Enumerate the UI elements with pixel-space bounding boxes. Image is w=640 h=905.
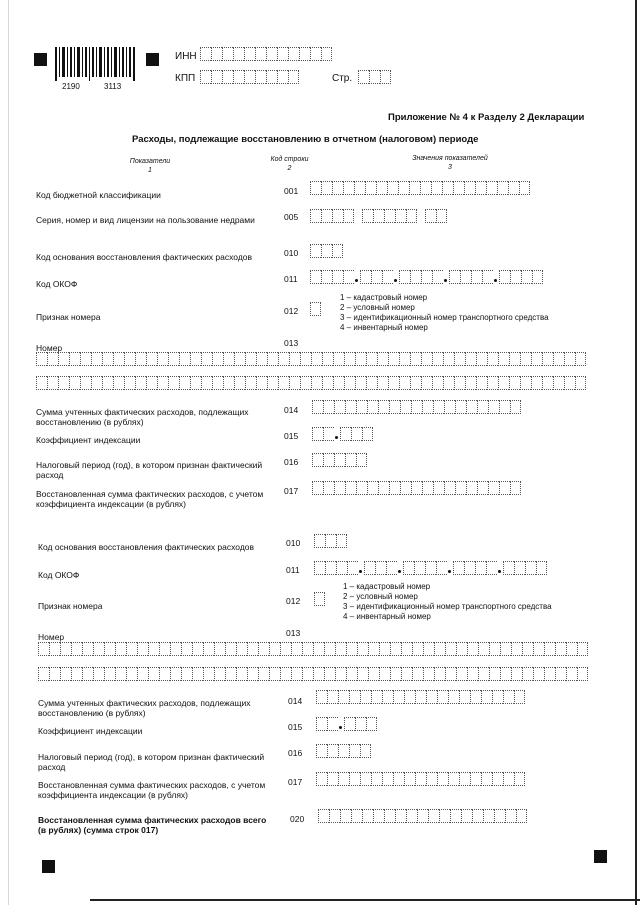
b1-number-label: Номер [36,343,63,353]
b2-sign-options: 1 – кадастровый номер 2 – условный номер 3 – идентификационный номер транспортного средства 4 – инвентарный номер [343,582,552,621]
b1-coef-label: Коэффициент индексации [36,435,141,445]
b2-period-label: Налоговый период (год), в котором признан фактический расход [38,752,265,772]
b2-restored-cells[interactable] [316,772,525,786]
b2-restored-code: 017 [288,777,303,787]
barcode-number-right: 3113 [104,82,122,91]
b1-period-code: 016 [284,457,299,467]
b2-sign-label: Признак номера [38,601,103,611]
b1-restored-cells[interactable] [312,481,521,495]
b2-number-code: 013 [286,628,301,638]
b2-period-code: 016 [288,748,303,758]
total-cells[interactable] [318,809,527,823]
b1-number-code: 013 [284,338,299,348]
kpp-label: КПП [175,73,196,84]
barcode-number-left: 2190 [62,82,80,91]
b1-sign-code: 012 [284,306,299,316]
total-label: Восстановленная сумма фактических расходов всего (в рублях) (сумма строк 017) [38,815,267,835]
alignment-marker-bottom-right [594,850,607,863]
inn-cells[interactable] [200,47,332,61]
form-title: Расходы, подлежащие восстановлению в отчетном (налоговом) периоде [132,134,479,145]
b1-okof-cells[interactable] [310,270,543,284]
row-license-label: Серия, номер и вид лицензии на пользование недрами [36,215,255,225]
b2-number-cells-line2[interactable] [38,667,588,681]
page-edge-bottom [90,899,640,901]
b2-sign-code: 012 [286,596,301,606]
b1-coef-cells[interactable] [312,427,373,441]
b2-sum-cells[interactable] [316,690,525,704]
appendix-title: Приложение № 4 к Разделу 2 Декларации [388,112,585,123]
b1-restored-code: 017 [284,486,299,496]
b2-okof-code: 011 [286,565,300,575]
b1-coef-code: 015 [284,431,299,441]
alignment-marker-bottom-left [42,860,55,873]
barcode [55,47,135,81]
b2-basis-cells[interactable] [314,534,347,548]
column-header-1: Показатели 1 [129,158,171,174]
page-label: Стр. [332,73,353,84]
b1-sign-cell[interactable] [310,302,321,316]
b1-okof-code: 011 [284,274,298,284]
b2-coef-cells[interactable] [316,717,377,731]
row-kbk-code: 001 [284,186,299,196]
b1-period-cells[interactable] [312,453,367,467]
b2-number-cells-line1[interactable] [38,642,588,656]
b2-sum-label: Сумма учтенных фактических расходов, подлежащих восстановлению (в рублях) [38,698,251,718]
b2-basis-code: 010 [286,538,301,548]
inn-label: ИНН [175,51,197,62]
b1-number-cells-line2[interactable] [36,376,586,390]
b1-basis-code: 010 [284,248,299,258]
alignment-marker-top-center [146,53,159,66]
b1-okof-label: Код ОКОФ [36,279,78,289]
b1-sum-code: 014 [284,405,299,415]
license-type-cells[interactable] [425,209,447,223]
license-number-cells[interactable] [362,209,417,223]
b1-basis-cells[interactable] [310,244,343,258]
row-license-code: 005 [284,212,299,222]
page-edge-right [635,0,637,905]
page-edge-left [8,0,9,905]
b1-basis-label: Код основания восстановления фактических расходов [36,252,253,262]
b2-number-label: Номер [38,632,65,642]
alignment-marker-top-left [34,53,47,66]
b1-sum-cells[interactable] [312,400,521,414]
b2-okof-label: Код ОКОФ [38,570,80,580]
license-series-cells[interactable] [310,209,354,223]
b2-okof-cells[interactable] [314,561,547,575]
column-header-2: Код строки 2 [270,156,309,172]
b2-basis-label: Код основания восстановления фактических расходов [38,542,255,552]
column-header-3: Значения показателей 3 [412,155,488,171]
b2-period-cells[interactable] [316,744,371,758]
b2-sign-cell[interactable] [314,592,325,606]
row-kbk-label: Код бюджетной классификации [36,190,161,200]
page-number-cells[interactable] [358,70,391,84]
b2-restored-label: Восстановленная сумма фактических расходов, с учетом коэффициента индексации (в рублях) [38,780,266,800]
b1-sign-label: Признак номера [36,312,101,322]
kpp-cells[interactable] [200,70,299,84]
total-code: 020 [290,814,305,824]
b1-sum-label: Сумма учтенных фактических расходов, подлежащих восстановлению (в рублях) [36,407,249,427]
b2-coef-label: Коэффициент индексации [38,726,143,736]
b1-restored-label: Восстановленная сумма фактических расходов, с учетом коэффициента индексации (в рублях) [36,489,264,509]
b2-coef-code: 015 [288,722,303,732]
b2-sum-code: 014 [288,696,303,706]
b1-period-label: Налоговый период (год), в котором признан фактический расход [36,460,263,480]
b1-sign-options: 1 – кадастровый номер 2 – условный номер 3 – идентификационный номер транспортного средства 4 – инвентарный номер [340,293,549,332]
b1-number-cells-line1[interactable] [36,352,586,366]
kbk-cells[interactable] [310,181,530,195]
